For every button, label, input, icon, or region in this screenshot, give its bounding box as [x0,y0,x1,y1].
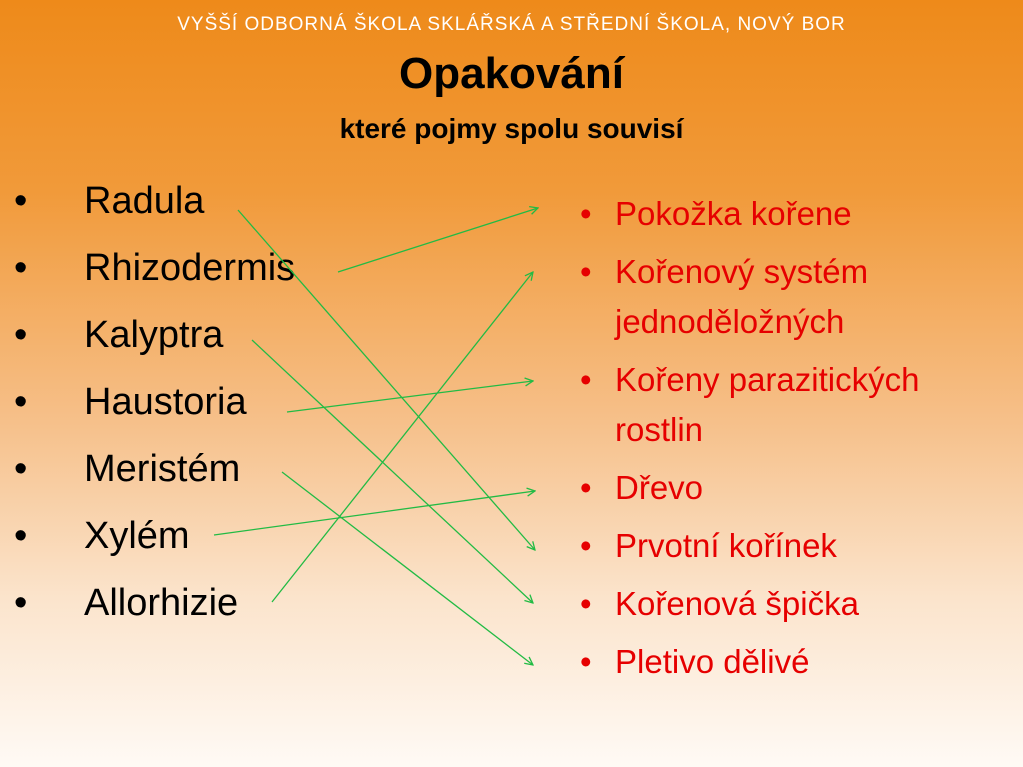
arrow-allorhizie-to-korenovy-system [272,272,533,602]
arrow-radula-to-prvotni-korinek [238,210,535,550]
right-term-prvotni-korinek: Prvotní kořínek [615,527,837,564]
bullet: • [14,448,28,490]
line2: jednoděložných [615,303,845,340]
right-term-pletivo-delive: Pletivo dělivé [615,643,810,680]
bullet: • [14,247,28,289]
bullet: • [14,314,28,356]
slide-subtitle: které pojmy spolu souvisí [339,113,684,144]
left-term-xylem: Xylém [84,515,190,557]
arrow-rhizodermis-to-pokozka [338,208,538,272]
left-term-rhizodermis: Rhizodermis [84,247,296,289]
arrow-xylem-to-drevo [214,491,535,535]
right-term-pokozka: Pokožka kořene [615,195,852,232]
left-term-allorhizie: Allorhizie [84,582,239,624]
right-term-korenova-spicka: Kořenová špička [615,585,859,622]
bullet: • [580,469,592,506]
arrow-kalyptra-to-korenova-spicka [252,340,533,603]
slide-title: Opakování [399,49,624,98]
bullet: • [14,180,28,222]
bullet: • [580,195,592,232]
left-term-radula: Radula [84,180,205,222]
bullet: • [14,381,28,423]
school-name: VYŠŠÍ ODBORNÁ ŠKOLA SKLÁŘSKÁ A STŘEDNÍ ŠKOLA, NOVÝ BOR [177,14,846,35]
left-term-meristem: Meristém [84,448,241,490]
bullet: • [580,643,592,680]
bullet: • [14,515,28,557]
line1: Kořeny parazitických [615,361,920,398]
bullet: • [580,585,592,622]
bullet: • [580,361,592,398]
left-term-kalyptra: Kalyptra [84,314,224,356]
left-term-haustoria: Haustoria [84,381,247,423]
line2: rostlin [615,411,704,448]
line1: Kořenový systém [615,253,869,290]
right-term-drevo: Dřevo [615,469,704,506]
bullet: • [580,527,592,564]
bullet: • [580,253,592,290]
bullet: • [14,582,28,624]
